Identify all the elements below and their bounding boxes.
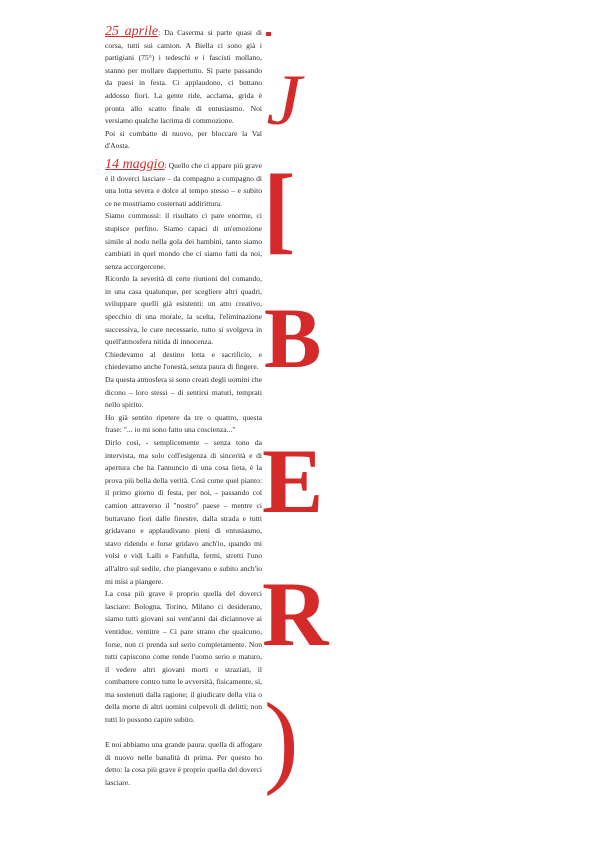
paragraph: Siamo commossi: il risultato ci pare enorme, ci stupisce perfino. Siamo capaci di un'emozione simile al nodo nella gola dei bambini, tanto siamo cambiati in quel mondo che ci siamo fatti da noi, senza accorgercene. [105, 211, 262, 271]
red-dot-ornament [266, 32, 271, 36]
decorative-glyph-r: R [262, 563, 329, 665]
closing-paragraph: E noi abbiamo una grande paura: quella di affogare di nuovo nelle banalità di prima. Per questo ho detto: la cosa più grave è proprio quella del doverci lasciare. [105, 740, 262, 788]
paragraph: La cosa più grave è proprio quella del doverci lasciare: Bologna, Torino, Milano ci desiderano, siamo tutti giovani sui vent'anni dai diciannove ai ventidue, ventitre – Ci pare strano che qualcuno, forse, non ci prenda sul serio completamente. Non tutti capiscono come rende l'uomo serio e maturo, il vedere altri giovani morti e straziati, il combattere contro tutte le avversità, fisicamente, sì, ma sostenuti dalla ragione; il giudicare della vita o della morte di altri uomini colpevoli di delitti; non tutti lo possono capire subito. [105, 589, 262, 725]
decorative-glyph-bracket: [ [263, 155, 296, 263]
decorative-glyph-j: J [266, 60, 302, 140]
paragraph: Ricordo la severità di certe riunioni del comando, in una casa qualunque, per scegliere altri quadri, sviluppare quelli già esistenti: un atto creativo, specchio di una morale, la scelta, l'eliminazione successiva, le cure necessarie, tutto si svolgeva in quell'atmosfera nitida di innocenza. [105, 274, 262, 347]
entry-14-maggio-intro: 14 maggio: Quello che ci appare più grave è il doverci lasciare – da compagno a compagno di una lotta severa e dolce al tempo stesso – e subito ce ne mostriamo costernati addirittura. [105, 156, 262, 208]
entry-date: 25 aprile [105, 24, 159, 39]
entry-date: 14 maggio [105, 156, 165, 172]
entry-25-aprile-intro: 25 aprile: Da Caserma si parte quasi di corsa, tutti sui camion. A Biella ci sono già i partigiani (75°) i tedeschi e i fascisti mollano, stanno per mollare dappertutto. Si parte passando da paesi in festa. Ci applaudono, ci buttano addosso fiori. La gente ride, acclama, grida è pronta allo scatto finale di entusiasmo. Noi versiamo qualche lacrima di commozione. [105, 24, 262, 126]
diary-text-column [105, 26, 262, 790]
decorative-glyph-b: B [264, 290, 322, 386]
paragraph: Chiedevamo al destino lotta e sacrificio, e chiedevamo anche l'onestà, senza paura di fingere. [105, 349, 262, 372]
decorative-glyph-e: E [262, 430, 324, 532]
paragraph: Ho già sentito ripetere da tre o quattro, questa frase: "... io mi sono fatto una coscienza..." [105, 412, 262, 435]
decorative-glyph-paren: ) [264, 682, 299, 797]
paragraph: Dirlo così, - semplicemente – senza tono da intervista, ma solo coll'esigenza di sincerità e di apertura che ha l'annuncio di una cosa lieta, è la prova più bella della verità. Così come quel pianto: il primo giorno di festa, per noi, - passando col camion attraverso il "nostro" paese – mentre ci buttavano fiori dalle finestre, dalla strada e tutti gridavano e applaudivano pieni di entusiasmo, stavo ridendo e forse gridavo anch'io, quando mi volsi e vidi Lalli e Fanfulla, fermi, stretti l'uno all'altro sul sedile, che piangevano e subito anch'io mi misi a piangere. [105, 438, 262, 586]
paragraph: Da questa atmosfera si sono creati degli uomini che dicono – loro stessi – di sentirsi maturi, temprati nello spirito. [105, 375, 262, 410]
paragraph: Poi si combatte di nuovo, per bloccare la Val d'Aosta. [105, 128, 262, 151]
